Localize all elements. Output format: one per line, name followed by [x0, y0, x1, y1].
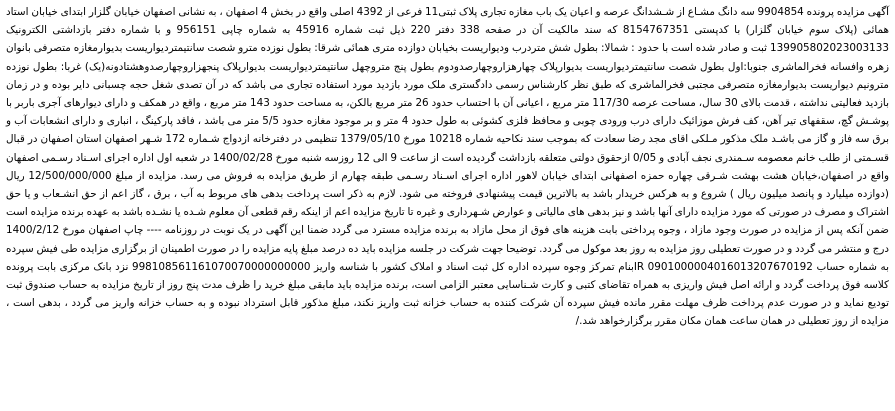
- auction-notice-text: آگهی مزایده پرونده 9904854 سه دانگ مشـاع از شـشدانگ عرصه و اعیان یک باب مغازه تجاری پلاک ثبتی11 فرعی از 4392 اصلی واقع در بخش 4 اصفهان ، به نشانی اصفهان خیابان گلزار ابتدای خیابان استاد همائی (پلاک سوم خیابان گلزار) با کدپستی 8154767351 که سند مالکیت آن در صفحه 338 دفتر 220 ذیل ثبت شماره 45916 به شماره چاپی 956151 و با شماره دفتر بازداشتی الکترونیک 139905802023003133 ثبت و صادر شده است با حدود : شمالا: بطول شش متردرب ودیواریست بخیابان دوازده متری همائی شرقا: بطول نوزده مترو شصت سانتیمتردیواریست بدیوارمغازه متصرفی بانوان زهره وافسانه فخرالماشری جنوبا:اول بطول شصت سانتیمتردیواریست بدیوارپلاک چهارهزاروچهارصدودوم بطول پنج متروچهل سانتیمتردیواریست بدیوارپلاک پنجهزاروچهارصدوهشتادونه(یک) غربا: بطول نوزده مترونیم دیواریست بدیوارمغازه متصرفی مجتبی فخرالماشری که طبق نظر کارشناس رسمی دادگستری ملک مورد بازدید مورد استفاده تجاری می باشد که در آن تصدی شغل حجه چسبانی دایر بوده و در زمان بازدید فعالیتی نداشته ، قدمت بالای 30 سال، مساحت عرصه 117/30 متر مربع ، اعیانی آن با احتساب حدود 26 متر مربع بالکن، به مساحت حدود 143 متر مربع ، واقع در همکف و دارای دیوارهای آجری باربر با پوشـش گچ، سقفهای تیر آهن، کف فرش موزائیک دارای درب ورودی چوبی و محافظ فلزی کشوئی به طول حدود 4 متر و بر موجود مغازه حدود 5/5 متر می باشد ، فاقد پارکینگ ، انباری و دارای انشعابات آب و برق سه فاز و گاز می باشـد ملک مذکور مـلکی اقای مجد رضا سعادت که بموجب سند نکاحیه شماره 10218 مورخ 1379/05/10 تنظیمی در دفترخانه ازدواج شـماره 172 شـهر اصفهان استان اصفهان در قبال قسـمتی از طلب خانم معصومه سـمندری نجف آبادی و 0/05 ازحقوق دولتی متعلقه بازداشت گردیده است از ساعت 9 الی 12 روزسه شنبه مورخ 1400/02/28 در شعبه اول اداره اجرای اسـناد رسـمی اصفهان واقع در اصفهان،خیابان هشت بهشت شـرقی چهاره حمزه اصفهانی ابتدای خیابان لاهور اداره اجرای اسـناد رسـمی طبقه چهارم از طریق مزایده به فروش می رسد. مزایده از مبلغ 12/500/000/000 ریال (دوازده میلیارد و پانصد میلیون ریال ) شروع و به هرکس خریدار باشد به بالاترین قیمت پیشنهادی فروخته می شود. لازم به ذکر است پرداخت بدهی های مربوط به آب ، برق ، گاز اعم از حق انشـعاب و یا حق اشتراک و مصرف در صورتی که مورد مزایده دارای آنها باشد و نیز بدهی های مالیاتی و عوارض شـهرداری و غیره تا تاریخ مزایده اعم از اینکه رقم قطعی آن معلوم شـده یا نشـده باشد به عهده برنده مزایده است ضمن آنکه پس از مزایده در صورت وجود مازاد ، وجوه پرداختی بابت هزینه های فوق از محل مازاد به برنده مزایده مسترد می گردد ضمنا این آگهی در یک نوبت در روزنامه ---- چاپ اصفهان مورخ 1400/2/12 درج و منتشر می گردد و در صورت تعطیلی روز مزایده به روز بعد موکول می گردد. توضیحا جهت شرکت در جلسه مزایده باید ده درصد مبلغ پایه مزایده را در صورت اطمینان از برگزاری مزایده طی فیش سپرده به شماره حساب 0901000004016013207670192 IRبنام تمرکز وجوه سپرده اداره کل ثبت اسناد و املاک کشور با شناسه واریز 998108561161070070000000000 نزد بانک مرکزی بابت پرونده کلاسه فوق پرداخت گردد و ارائه اصل فیش واریزی به همراه تقاضای کتبی و کارت شـناسایی معتبر الزامی است، برنده مزایده باید مابقی مبلغ خرید را ظرف مدت پنج روز از تاریخ مزایده به حساب صندوق ثبت تودیع نماید و در صورت عدم پرداخت ظرف مهلت مقرر مانده فیش سپرده آن شرکت کننده به حساب خزانه ثبت واریز نکند، مبلغ مذکور قابل استرداد نبوده و به حساب خزانه واریز می گردد ، بدهی است ، مزایده از روز تعطیلی در همان ساعت همان مکان مقرر برگزارخواهد شد./: [6, 6, 890, 328]
